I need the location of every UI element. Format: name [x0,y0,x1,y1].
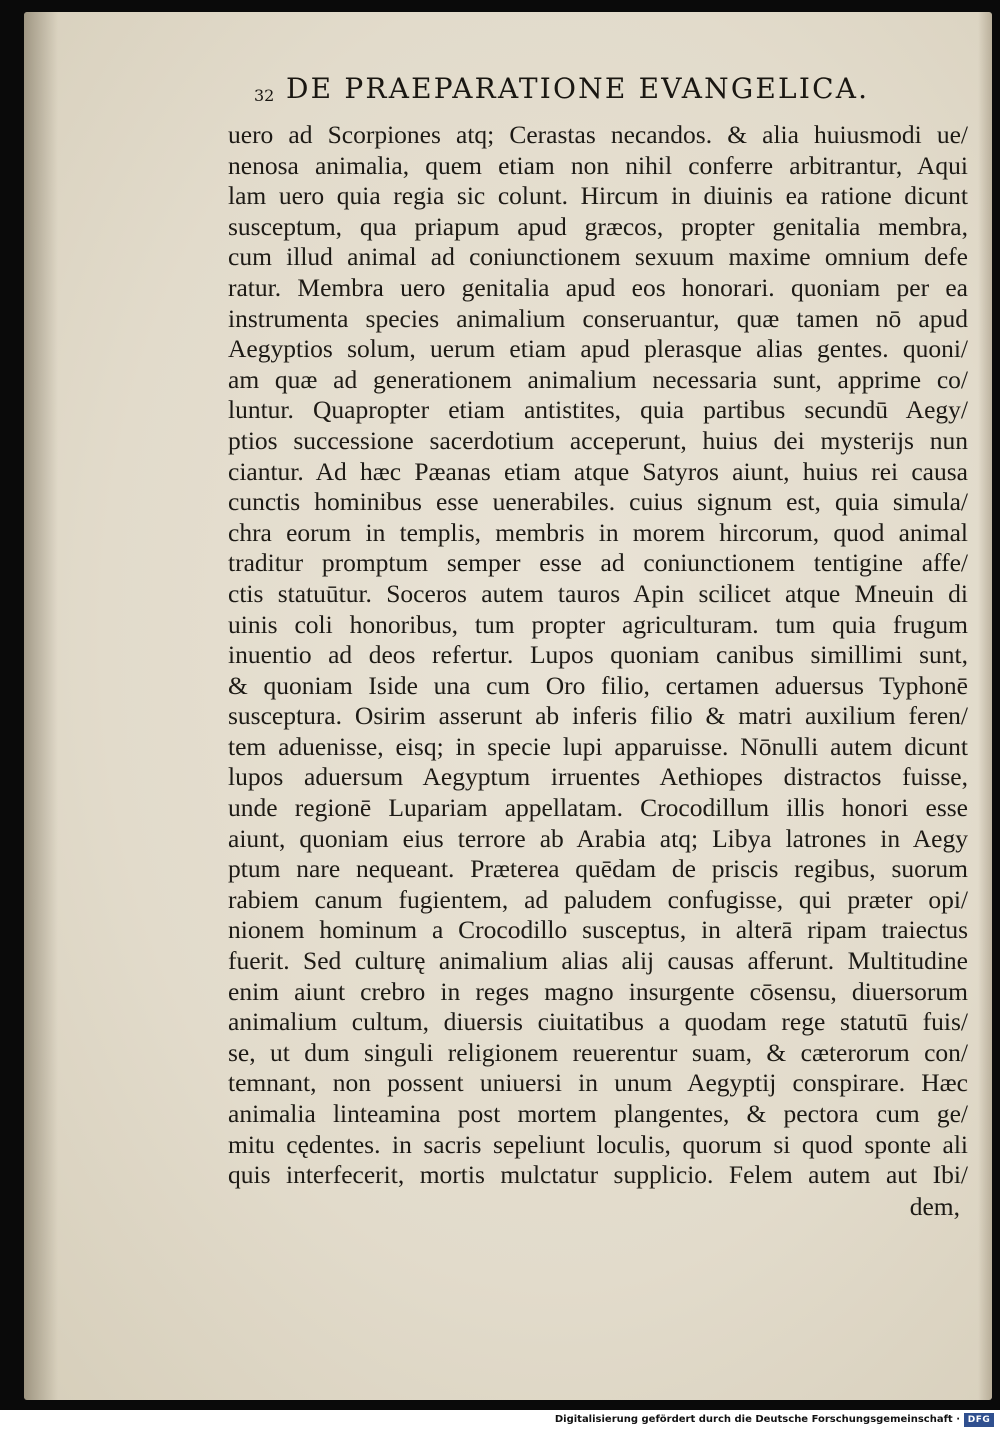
text-line: rabiem canum fugientem, ad paludem confugisse, qui præter opi/ [228,884,968,914]
text-line: fuerit. Sed culturę animalium alias alij causas afferunt. Multitudine [228,946,968,976]
page-edge [978,12,992,1400]
body-text [228,120,968,1191]
text-line: am quæ ad generationem animalium necessaria sunt, apprime co/ [228,364,968,394]
text-line: unde regionē Lupariam appellatam. Crocodillum illis honori esse [228,793,968,823]
text-line: ptum nare nequeant. Præterea quēdam de priscis regibus, suorum [228,854,968,884]
text-line: animalium cultum, diuersis ciuitatibus a quodam rege statutū fuis/ [228,1007,968,1037]
text-line: cunctis hominibus esse uenerabiles. cuius signum est, quia simula/ [228,487,968,517]
text-line: inuentio ad deos refertur. Lupos quoniam canibus simillimi sunt, [228,640,968,670]
funding-credit: Digitalisierung gefördert durch die Deutsche Forschungsgemeinschaft · [554,1414,960,1425]
text-line: cum illud animal ad coniunctionem sexuum maxime omnium defe [228,242,968,272]
text-line: ptios successione sacerdotium acceperunt, huius dei mysterijs nun [228,425,968,455]
text-line: quis interfecerit, mortis mulctatur supplicio. Felem autem aut Ibi/ [228,1160,968,1190]
catchword: dem, [909,1192,960,1221]
text-line: nenosa animalia, quem etiam non nihil conferre arbitrantur, Aqui [228,150,968,180]
book-page [24,12,992,1400]
text-line: uinis coli honoribus, tum propter agriculturam. tum quia frugum [228,609,968,639]
page-number: 32 [254,86,275,105]
text-line: & quoniam Iside una cum Oro filio, certamen aduersus Typhonē [228,670,968,700]
text-line: tem aduenisse, eisq; in specie lupi apparuisse. Nōnulli autem dicunt [228,731,968,761]
text-line: lupos aduersum Aegyptum irruentes Aethiopes distractos fuisse, [228,762,968,792]
text-line: ciantur. Ad hæc Pæanas etiam atque Satyros aiunt, huius rei causa [228,456,968,486]
text-line: nionem hominum a Crocodillo susceptus, in alterā ripam traiectus [228,915,968,945]
page-header [254,72,974,112]
running-title: DE PRAEPARATIONE EVANGELICA. [286,72,870,105]
spine-shadow [24,12,58,1400]
text-line: chra eorum in templis, membris in morem hircorum, quod animal [228,517,968,547]
text-line: susceptura. Osirim asserunt ab inferis filio & matri auxilium feren/ [228,701,968,731]
text-line: temnant, non possent uniuersi in unum Aegyptij conspirare. Hæc [228,1068,968,1098]
text-line: animalia linteamina post mortem plangentes, & pectora cum ge/ [228,1099,968,1128]
text-line: mitu cędentes. in sacris sepeliunt loculis, quorum si quod sponte ali [228,1129,968,1159]
text-line: instrumenta species animalium conseruantur, quæ tamen nō apud [228,303,968,333]
text-line: ctis statuūtur. Soceros autem tauros Apin scilicet atque Mneuin di [228,578,968,608]
text-line: luntur. Quapropter etiam antistites, quia partibus secundū Aegy/ [228,395,968,425]
text-line: uero ad Scorpiones atq; Cerastas necandos. & alia huiusmodi ue/ [228,120,968,149]
dfg-logo: DFG [964,1413,994,1427]
text-line: aiunt, quoniam eius terrore ab Arabia atq; Libya latrones in Aegy [228,823,968,853]
footer-bar [0,1410,1000,1430]
text-line: enim aiunt crebro in reges magno insurgente cōsensu, diuersorum [228,976,968,1006]
text-line: susceptum, qua priapum apud græcos, propter genitalia membra, [228,211,968,241]
text-line: lam uero quia regia sic colunt. Hircum in diuinis ea ratione dicunt [228,181,968,211]
text-line: traditur promptum semper esse ad coniunctionem tentigine affe/ [228,548,968,578]
text-line: se, ut dum singuli religionem reuerentur suam, & cæterorum con/ [228,1037,968,1067]
text-line: ratur. Membra uero genitalia apud eos honorari. quoniam per ea [228,272,968,302]
text-line: Aegyptios solum, uerum etiam apud plerasque alias gentes. quoni/ [228,334,968,364]
